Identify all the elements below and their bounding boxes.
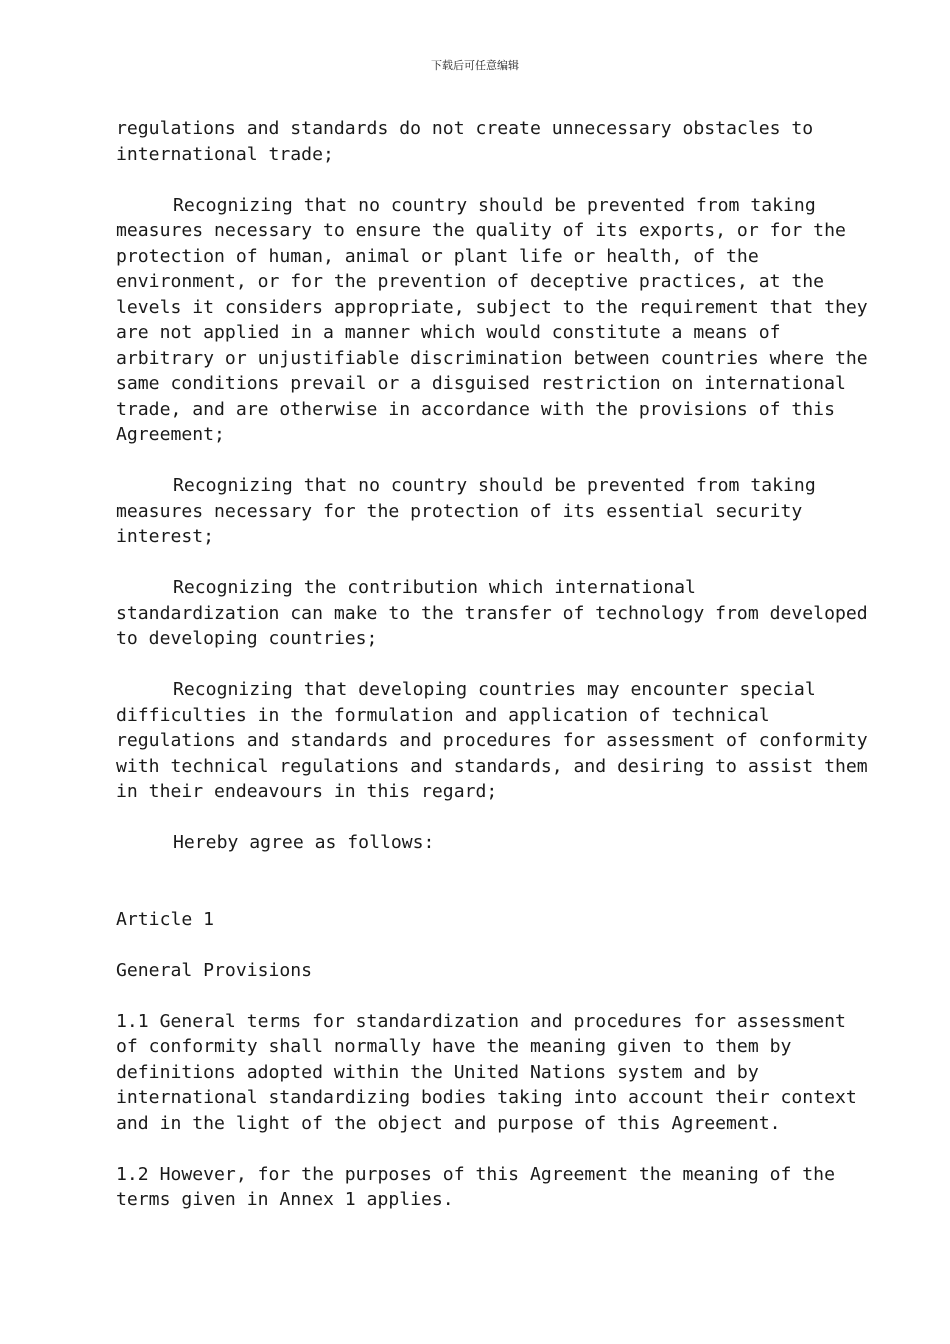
paragraph-line: with technical regulations and standards, and desiring to assist them <box>116 755 868 777</box>
paragraph-spacer <box>116 856 856 907</box>
paragraph <box>116 1009 856 1137</box>
paragraph-line: measures necessary for the protection of its essential security <box>116 500 803 522</box>
paragraph-line: Recognizing that no country should be prevented from taking <box>173 475 816 496</box>
paragraph-line: Recognizing that developing countries may encounter special <box>173 679 816 700</box>
paragraph <box>116 116 856 167</box>
page-header-note: 下载后可任意编辑 <box>431 59 519 72</box>
paragraph-line: in their endeavours in this regard; <box>116 781 498 802</box>
paragraph-line: protection of human, animal or plant life or health, of the <box>116 245 759 267</box>
paragraph-line: Recognizing the contribution which international <box>173 577 696 598</box>
paragraph-spacer <box>116 805 856 831</box>
paragraph-line: trade, and are otherwise in accordance with the provisions of this <box>116 398 835 420</box>
paragraph-spacer <box>116 550 856 576</box>
paragraph-spacer <box>116 652 856 678</box>
paragraph-line: environment, or for the prevention of deceptive practices, at the <box>116 271 825 292</box>
paragraph <box>116 1162 856 1213</box>
paragraph <box>116 677 868 805</box>
paragraph-line: definitions adopted within the United Nations system and by <box>116 1061 759 1083</box>
paragraph-line: and in the light of the object and purpose of this Agreement. <box>116 1112 781 1134</box>
paragraph-spacer <box>116 1136 856 1162</box>
paragraph-line: of conformity shall normally have the meaning given to them by <box>116 1036 792 1057</box>
document-body <box>116 116 868 1213</box>
section-heading <box>116 958 856 984</box>
paragraph-line: measures necessary to ensure the quality of its exports, or for the <box>116 220 846 241</box>
paragraph-line: interest; <box>116 526 215 547</box>
paragraph-line: levels it considers appropriate, subject to the requirement that they <box>116 296 868 318</box>
paragraph <box>116 473 856 550</box>
paragraph-line: same conditions prevail or a disguised restriction on international <box>116 373 846 394</box>
paragraph-line: to developing countries; <box>116 628 378 649</box>
paragraph-spacer <box>116 932 856 958</box>
paragraph <box>116 575 868 652</box>
paragraph-line: terms given in Annex 1 applies. <box>116 1189 454 1210</box>
paragraph-line: regulations and standards and procedures for assessment of conformity <box>116 730 868 751</box>
paragraph-line: Recognizing that no country should be prevented from taking <box>173 194 816 216</box>
paragraph-line: 1.1 General terms for standardization and procedures for assessment <box>116 1010 846 1032</box>
paragraph <box>116 193 868 448</box>
paragraph-line: standardization can make to the transfer of technology from developed <box>116 602 868 624</box>
paragraph <box>116 830 856 856</box>
paragraph-line: arbitrary or unjustifiable discrimination between countries where the <box>116 347 868 369</box>
paragraph-line: Hereby agree as follows: <box>173 832 435 853</box>
heading-text: General Provisions <box>116 959 313 981</box>
paragraph-line: international trade; <box>116 143 334 165</box>
heading-text: Article 1 <box>116 908 215 930</box>
paragraph-spacer <box>116 983 856 1009</box>
paragraph-line: difficulties in the formulation and application of technical <box>116 704 770 726</box>
section-heading <box>116 907 856 933</box>
paragraph-spacer <box>116 167 856 193</box>
paragraph-line: regulations and standards do not create unnecessary obstacles to <box>116 118 814 139</box>
paragraph-line: international standardizing bodies taking into account their context <box>116 1087 857 1108</box>
paragraph-spacer <box>116 448 856 474</box>
paragraph-line: are not applied in a manner which would constitute a means of <box>116 322 781 343</box>
paragraph-line: Agreement; <box>116 424 225 445</box>
paragraph-line: 1.2 However, for the purposes of this Agreement the meaning of the <box>116 1163 835 1185</box>
